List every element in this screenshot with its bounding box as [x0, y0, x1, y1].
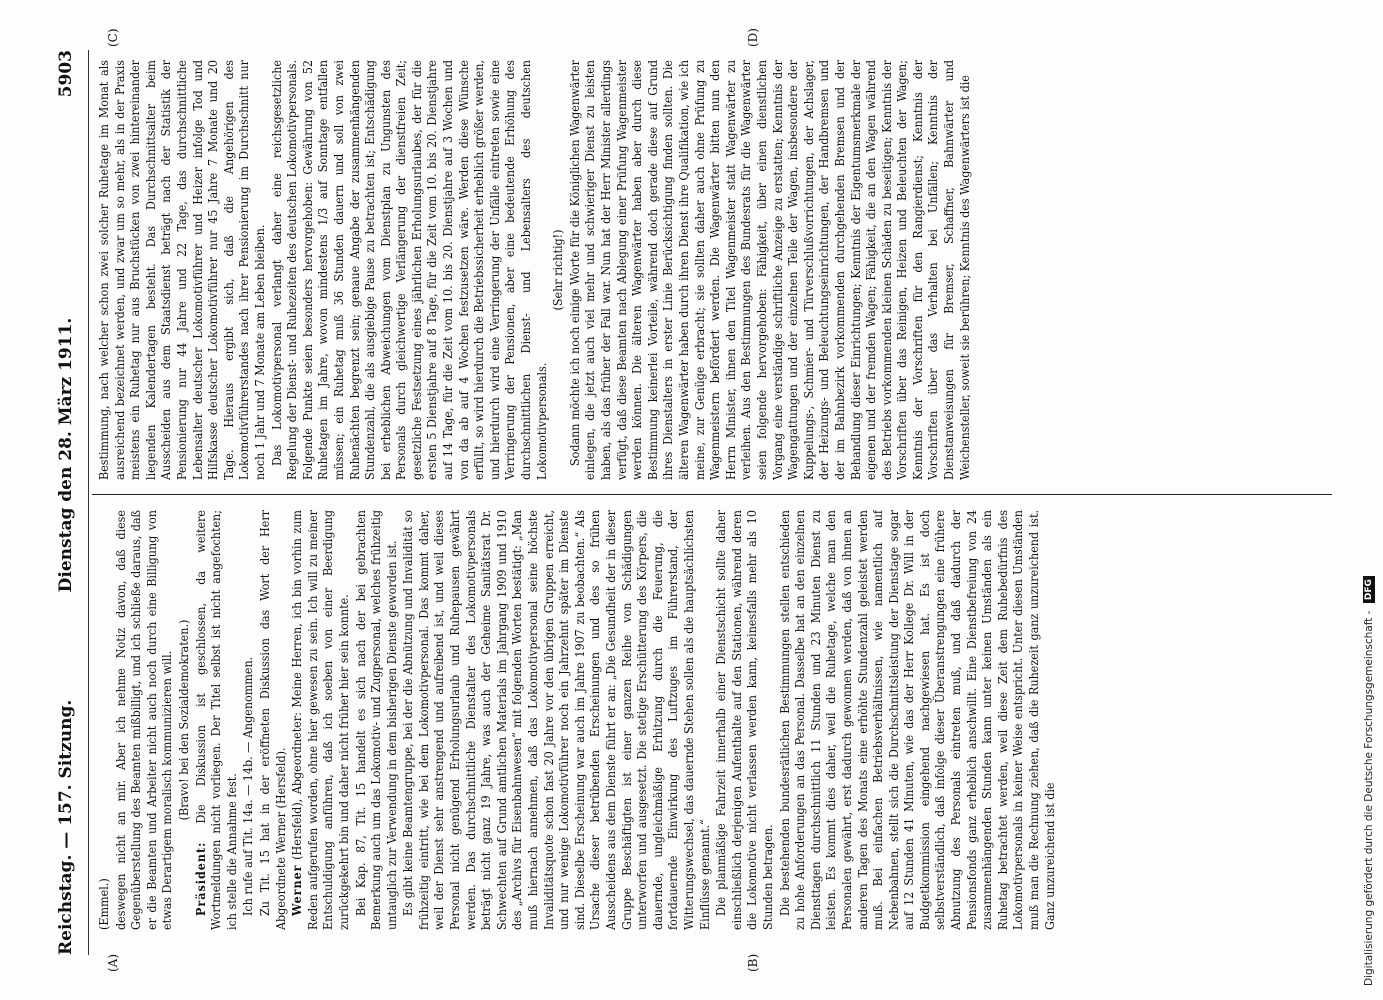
margin-marker-b: (B)	[746, 953, 760, 972]
speaker-reference: (Emmel.)	[96, 878, 111, 930]
margin-marker-a: (A)	[106, 953, 120, 972]
speaker-label: Werner	[289, 864, 305, 916]
header-rule	[88, 50, 89, 955]
page-number: 5903	[56, 50, 76, 98]
paragraph: Ich rufe auf Tit. 14a. — 14b. — Angenommen.	[240, 656, 256, 916]
paragraph: Die planmäßige Fahrzeit innerhalb einer Dienstschicht sollte daher einschließlich derjenigen Aufenthalte auf den Stationen, während deren die Lokomotive nicht verlassen werden kann, keinesfalls mehr als 10 Stunden betragen.	[713, 510, 775, 930]
paragraph-president	[193, 510, 240, 930]
paragraph: deswegen nicht an mir. Aber ich nehme Notiz davon, daß diese Gegenüberstellung des Beamten mißbilligt, und ich schließe daraus, daß er die Beamten und Arbeiter nicht auch noch durch eine Billigung von etwas Derartigem moralisch kommunizieren will.	[112, 510, 175, 930]
header-left: Reichstag. — 157. Sitzung.	[56, 699, 76, 955]
column-divider	[92, 494, 1332, 495]
margin-marker-c: (C)	[106, 28, 120, 47]
paragraph: Zu Tit. 15 hat in der eröffneten Diskussion das Wort der Herr Abgeordnete Werner (Hersfeld).	[256, 510, 288, 930]
rotated-page-content	[26, 0, 1356, 1000]
paragraph: Sodann möchte ich noch einige Worte für die Königlichen Wagenwärter einlegen, die jetzt auch viel mehr und schwieriger Dienst zu leisten haben, als das früher der Fall war. Nun hat der Herr Minister allerdings verfügt, daß diese Beamten nach Ablegung einer Prüfung Wagenmeister werden können. Die älteren Wagenwärter haben aber durch diese Bestimmung keinerlei Vorteile, während doch gerade diese auf Grund ihres Dienstalters in erster Linie Berücksichtigung finden sollten. Die älteren Wagenwärter haben durch ihren Dienst ihre Qualifikation, wie ich meine, zur Genüge erbracht; sie sollten daher auch ohne Prüfung zu Wagenmeistern befördert werden. Die Wagenwärter bitten nun den Herrn Minister, ihnen den Titel Wagenmeister statt Wagenwärter zu verleihen. Aus den Bestimmungen des Bundesrats für die Wagenwärter seien folgende hervorgehoben: Fähigkeit, über einen dienstlichen Vorgang eine verständige schriftliche Anzeige zu erstatten; Kenntnis der Wagengattungen und der einzelnen Teile der Wagen, insbesondere der Kuppelungs-, Schmier- und Türverschlußvorrichtungen, der Achslager, der Heizungs- und Beleuchtungseinrichtungen, der Handbremsen und der im Bahnbezirk vorkommenden durchgehenden Bremsen und der Behandlung dieser Einrichtungen; Kenntnis der Eigentumsmerkmale der eigenen und der fremden Wagen; Fähigkeit, die an den Wagen während des Betriebs vorkommenden kleinen Schäden zu beseitigen; Kenntnis der Vorschriften über das Reinigen, Heizen und Beleuchten der Wagen; Kenntnis der Vorschriften für den Rangierdienst; Kenntnis der Vorschriften über das Verhalten bei Unfällen; Kenntnis der Dienstanweisungen für Bremser, Schaffner, Bahnwärter und Weichensteller, soweit sie berühren; Kenntnis des Wagenwärters ist die	[566, 60, 972, 480]
page-header	[52, 50, 86, 955]
credit-text: Digitalisierung gefördert durch die Deutsche Forschungsgemeinschaft -	[1363, 610, 1375, 986]
paragraph-text: (Hersfeld), Abgeordneter: Meine Herren, ich bin vorhin zum Reden aufgerufen worden, ohne hier gewesen zu sein. Ich will zu meiner Entschuldigung anführen, daß ich soeben von einer Beerdigung zurückgekehrt bin und daher nicht früher hier sein konnte.	[289, 510, 351, 930]
left-column	[96, 510, 1336, 930]
interjection: (Sehr richtig!)	[550, 229, 566, 311]
paragraph: Es gibt keine Beamtengruppe, bei der die Abnützung und Invalidität so frühzeitig eintritt, wie bei dem Lokomotivpersonal. Das kommt daher, weil der Dienst sehr anstrengend und aufreibend ist, und weil dieses Personal nicht genügend Erholungsurlaub und Ruhepausen gewährt werden. Das durchschnittliche Dienstalter des Lokomotivpersonals beträgt nicht ganz 19 Jahre, was auch der Geheime Sanitätsrat Dr. Schwechten auf Grund amtlichen Materials im Jahrgang 1909 und 1910 des „Archivs für Eisenbahnwesen“ mit folgenden Worten bestätigt: „Man muß hiernach annehmen, daß das Lokomotivpersonal seine höchste Invaliditätsquote schon fast 20 Jahre vor den übrigen Gruppen erreicht, und nur wenige Lokomotivführer noch ein Jahrzehnt später im Dienste sind. Dieselbe Erscheinung war auch im Jahre 1907 zu beobachten.“ Als Ursache dieser betrübenden Erscheinungen und des so frühen Ausscheidens aus dem Dienste führt er an: „Die Gesundheit der in dieser Gruppe Beschäftigten ist einer ganzen Reihe von Schädigungen unterworfen und ausgesetzt. Die stetige Erschütterung des Körpers, die dauernde, ungleichmäßige Erhitzung durch die Feuerung, die fortdauernde Einwirkung des Luftzuges im Führerstand, der Witterungswechsel, das dauernde Stehen sollen als die hauptsächlichsten Einflüsse genannt.“	[400, 510, 712, 930]
paragraph: Bestimmung, nach welcher schon zwei solcher Ruhetage im Monat als ausreichend bezeichnet werden, und zwar um so mehr, als in der Praxis meistens ein Ruhetag nur aus Bruchstücken von zwei hintereinander liegenden Kalendertagen besteht. Das Durchschnittsalter beim Ausscheiden aus dem Staatsdienst beträgt nach der Statistik der Pensionierung nur 44 Jahre und 22 Tage, das durchschnittliche Lebensalter deutscher Lokomotivführer und Heizer infolge Tod und Hilfskasse deutscher Lokomotivführer nur 45 Jahre 7 Monate und 20 Tage. Hieraus ergibt sich, daß die Angehörigen des Lokomotivführerstandes nach ihrer Pensionierung im Durchschnitt nur noch 1 Jahr und 7 Monate am Leben bleiben.	[96, 60, 267, 480]
interjection: (Bravo! bei den Sozialdemokraten.)	[175, 619, 191, 821]
right-column	[96, 60, 1336, 480]
paragraph: Die bestehenden bundesrätlichen Bestimmungen stellen entschieden zu hohe Anforderungen an das Personal. Dasselbe hat an den einzelnen Diensttagen durchschnittlich 11 Stunden und 23 Minuten Dienst zu leisten. Es kommt dies daher, weil die Ruhetage, welche man den Personalen gewährt, erst dadurch gewonnen werden, daß von ihnen an anderen Tagen des Monats eine erhöhte Stundenzahl geleistet werden muß. Bei einfachen Betriebsverhältnissen, wie namentlich auf Nebenbahnen, stellt sich die Durchschnittsleistung der Dienstage sogar auf 12 Stunden 41 Minuten, wie das der Herr Kollege Dr. Will in der Budgetkommission eingehend nachgewiesen hat. Es ist doch selbstverständlich, daß infolge dieser Überanstrengungen eine frühere Abnutzung des Personals eintreten muß, und daß dadurch der Pensionsfonds ganz erheblich anschwillt. Eine Dienstbefreiung von 24 zusammenhängenden Stunden kann unter keinen Umständen als ein Ruhetag betrachtet werden, weil diese Zeit dem Ruhebedürfnis des Lokomotivpersonals in keiner Weise entspricht. Unter diesen Umständen muß man die Rechnung ziehen, daß die Ruhezeit ganz unzureichend ist. Ganz unzureichend ist die	[776, 510, 1057, 930]
speaker-label: Präsident:	[192, 841, 208, 916]
margin-marker-d: (D)	[746, 28, 760, 47]
dfg-logo: DFG	[1363, 576, 1375, 603]
paragraph: Bei Kap. 87, Tit. 15 handelt es sich nach der bei gebrachten Bemerkung auch um das Lokomotiv- und Zugpersonal, welches frühzeitig untauglich zur Verwendung in dem bisherigen Dienste geworden ist.	[352, 510, 399, 930]
header-date: Dienstag den 28. März 1911.	[56, 317, 76, 593]
paragraph: Das Lokomotivpersonal verlangt daher eine reichsgesetzliche Regelung der Dienst- und Ruhezeiten des deutschen Lokomotivpersonals. Folgende Punkte seien besonders hervorgehoben: Gewährung von 52 Ruhetagen im Jahre, wovon mindestens 1/3 auf Sonntage entfallen müssen; ein Ruhetag muß 36 Stunden dauern und soll von zwei Ruhenächten begrenzt sein; genaue Angabe der zusammenhängenden Stundenzahl, die als ausgiebige Pause zu betrachten ist; Entschädigung bei erheblichen Abweichungen vom Dienstplan zu Ungunsten des Personals durch gleichwertige Verlängerung der dienstfreien Zeit; gesetzliche Festsetzung eines jährlichen Erholungsurlaubes, der für die ersten 5 Dienstjahre auf 8 Tage, für die Zeit vom 10. bis 20. Dienstjahre auf 14 Tage, für die Zeit vom 10. bis 20. Dienstjahre auf 3 Wochen und von da ab auf 4 Wochen festzusetzen wäre. Werden diese Wünsche erfüllt, so wird hierdurch die Betriebssicherheit erheblich größer werden, und hierdurch wird eine Verringerung der Unfälle eintreten sowie eine Verringerung der Pensionen, aber eine bedeutende Erhöhung des durchschnittlichen Dienst- und Lebensalters des deutschen Lokomotivpersonals.	[268, 60, 549, 480]
paragraph-speaker	[289, 510, 351, 930]
paragraph-text: Die Diskussion ist geschlossen, da weitere Wortmeldungen nicht vorliegen. Der Titel selbst ist nicht angefochten; ich stelle die Annahme fest.	[192, 510, 239, 930]
digitization-credit	[1363, 6, 1379, 986]
